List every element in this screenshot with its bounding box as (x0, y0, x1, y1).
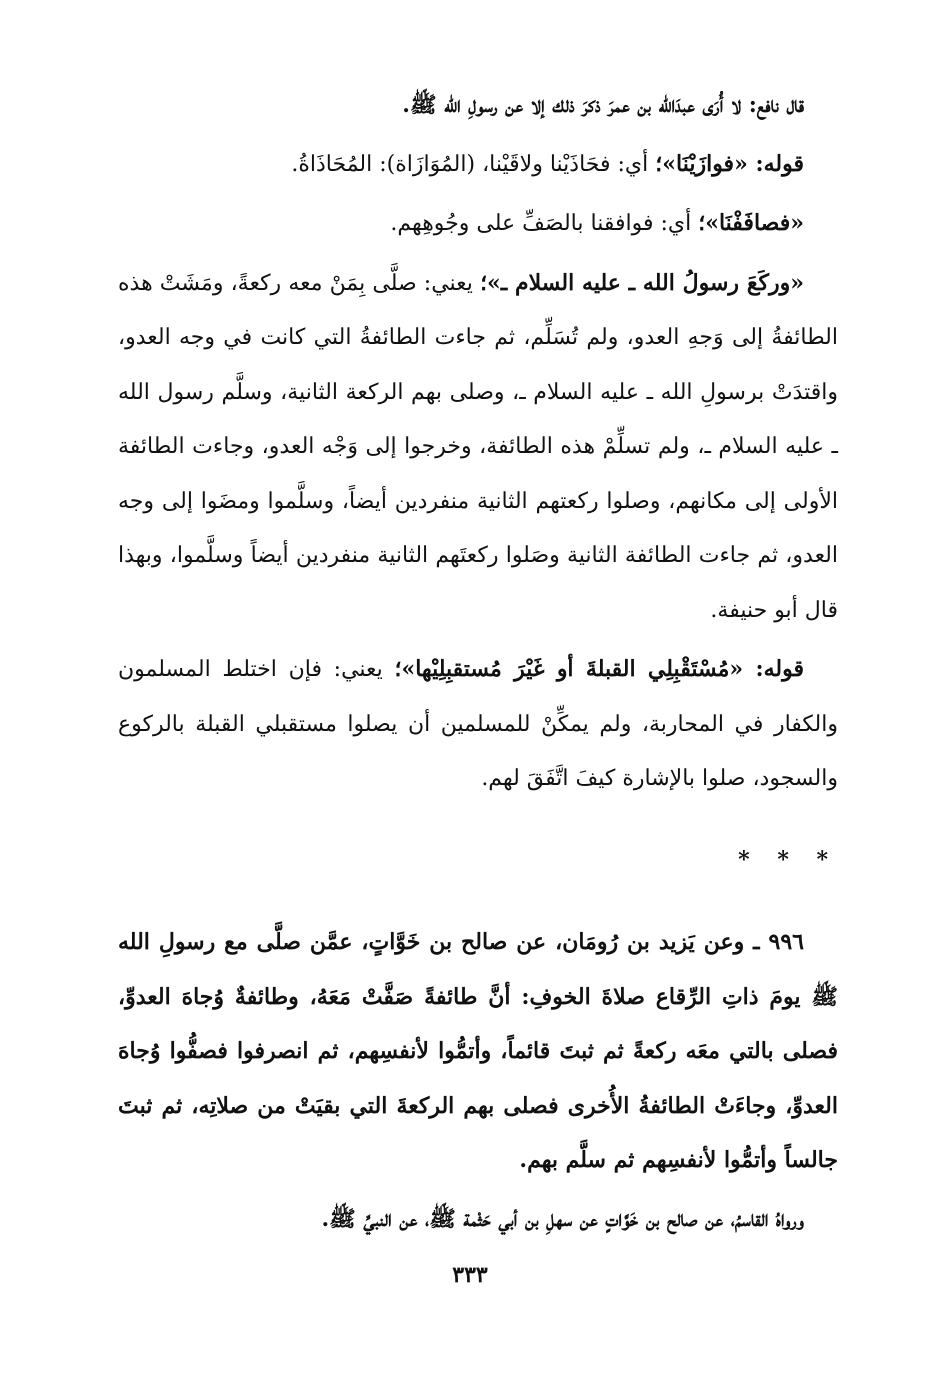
paragraph-fawazayna (118, 137, 838, 193)
paragraph-lead: قوله: «فوازَيْنَا»؛ (655, 150, 804, 177)
page-body (118, 78, 838, 1250)
paragraph-text: أي: فحَاذَيْنا ولاقَيْنا، (المُوَازَاة): المُحَاذَاةُ. (291, 151, 656, 177)
paragraph-wa-rakaa (118, 256, 838, 639)
section-divider: * * * (738, 846, 838, 873)
hadith-996: ٩٩٦ ـ وعن يَزيد بن رُومَان، عن صالح بن خَوَّاتٍ، عمَّن صلَّى مع رسولِ الله ﷺ يومَ ذاتِ الرِّقاع صلاةَ الخوفِ: أنَّ طائفةً صَفَّتْ مَعَهُ، وطائفةٌ وُجاهَ العدوِّ، فصلى بالتي معَه ركعةً ثم ثبتَ قائماً، وأتمُّوا لأنفسِهم، ثم انصرفوا فصفُّوا وُجاهَ العدوِّ، وجاءَتْ الطائفةُ الأُخرى فصلى بهم الركعةَ التي بقيَتْ من صلاتِه، ثم ثبتَ جالساً وأتمُّوا لأنفسِهم ثم سلَّم بهم. (118, 929, 838, 1173)
hadith-996-narration: ورواهُ القاسمُ، عن صالح بن خَوَّاتٍ عن سهلِ بن أبي حَثْمة ﷺ، عن النبيِّ ﷺ. (321, 1205, 804, 1232)
paragraph-lead: «وركَعَ رسولُ الله ـ عليه السلام ـ»؛ (480, 269, 805, 296)
paragraph-text: يعني: فإن اختلط المسلمون والكفار في المحاربة، ولم يمكِّنْ للمسلمين أن يصلوا مستقبلي القبلة بالركوع والسجود، صلوا بالإشارة كيفَ اتَّفَقَ لهم. (118, 657, 838, 791)
paragraph-text: أي: فوافقنا بالصَفِّ على وجُوهِهم. (390, 211, 699, 236)
paragraph-nafi-saying: قال نافع: لا أُرَى عبدَالله بن عمرَ ذكرَ ذلك إلا عن رسولِ الله ﷺ. (402, 92, 804, 118)
paragraph-fasafafna (118, 196, 838, 252)
paragraph-text: يعني: صلَّى بِمَنْ معه ركعةً، ومَشَتْ هذه الطائفةُ إلى وَجهِ العدو، ولم تُسَلِّم، ثم جاءت الطائفةُ التي كانت في وجه العدو، واقتدَتْ برسولِ الله ـ عليه السلام ـ، وصلى بهم الركعة الثانية، وسلَّم رسول الله ـ عليه السلام ـ، ولم تسلِّمْ هذه الطائفة، وخرجوا إلى وَجْه العدو، وجاءت الطائفة الأولى إلى مكانهم، وصلوا ركعتهم الثانية منفردين أيضاً، وسلَّموا ومضَوا إلى وجه العدو، ثم جاءت الطائفة الثانية وصَلوا ركعتَهم الثانية منفردين أيضاً وسلَّموا، وبهذا قال أبو حنيفة. (118, 270, 838, 623)
paragraph-lead: «فصافَفْنَا»؛ (698, 210, 804, 236)
paragraph-lead: قوله: «مُسْتَقْبِلِي القبلةَ أو غَيْرَ مُستقبِلِيْها»؛ (394, 656, 804, 682)
page-number: ٣٣٣ (452, 1262, 488, 1288)
paragraph-mustaqbili (118, 642, 838, 807)
